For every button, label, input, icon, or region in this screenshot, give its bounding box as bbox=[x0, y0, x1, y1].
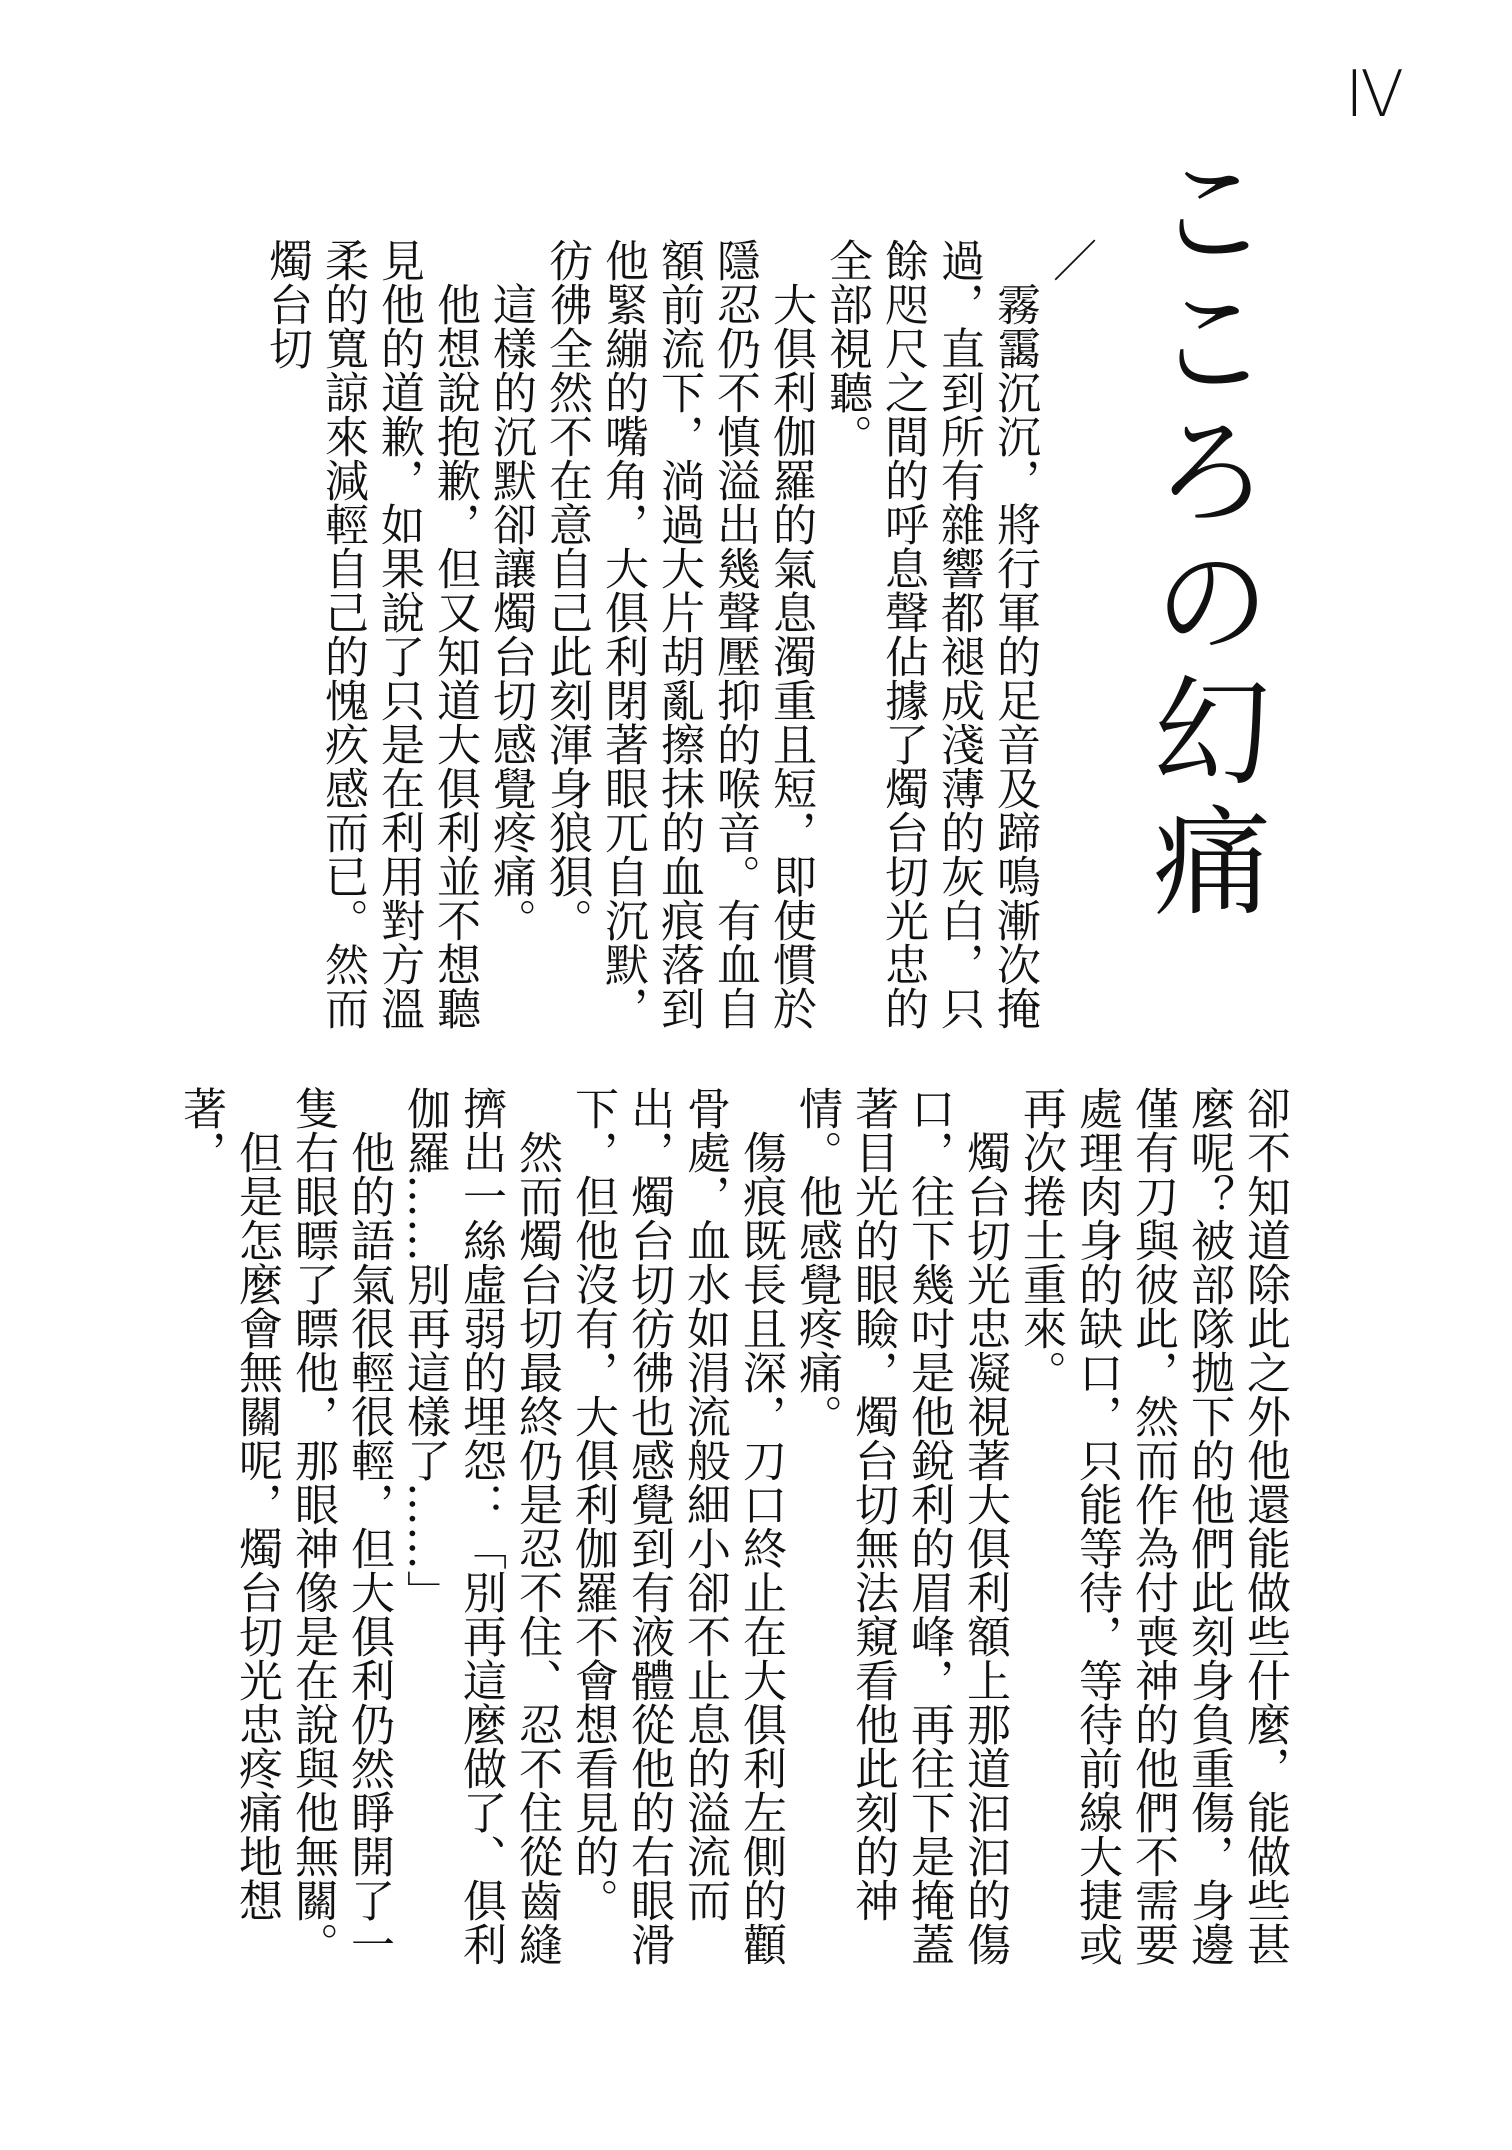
paragraph: 大俱利伽羅的氣息濁重且短，即使慣於隱忍仍不慎溢出幾聲壓抑的喉音。有血自額前流下，淌過大片胡亂擦抹的血痕落到他緊繃的嘴角，大俱利閉著眼兀自沉默，彷彿全然不在意自己此刻渾身狼狽。 bbox=[541, 238, 816, 1030]
paragraph: 這樣的沉默卻讓燭台切感覺疼痛。 bbox=[485, 282, 536, 942]
paragraph: 燭台切光忠凝視著大俱利額上那道汩汩的傷口，往下幾吋是他銳利的眉峰，再往下是掩蓋著目光的眼瞼，燭台切無法窺看他此刻的神情。他感覺疼痛。 bbox=[791, 1086, 1010, 1966]
lower-text-block bbox=[172, 1086, 1292, 1991]
paragraph: 傷痕既長且深，刀口終止在大俱利左側的顴骨處，血水如涓流般細小卻不止息的溢流而出，燭台切彷彿也感覺到有液體從他的右眼滑下，但他沒有，大俱利伽羅不會想看見的。 bbox=[567, 1086, 786, 1966]
continued-paragraph: 卻不知道除此之外他還能做些什麼，能做些甚麼呢？被部隊拋下的他們此刻身負重傷，身邊僅有刀與彼此，然而作為付喪神的他們不需要處理肉身的缺口，只能等待，等待前線大捷或再次捲土重來。 bbox=[1015, 1086, 1290, 1966]
paragraph: 他的語氣很輕很輕，但大俱利仍然睜開了一隻右眼瞟了瞟他，那眼神像是在說與他無關。 bbox=[287, 1086, 394, 1966]
paragraph: 霧靄沉沉，將行軍的足音及蹄鳴漸次掩過，直到所有雜響都褪成淺薄的灰白，只餘咫尺之間的呼息聲佔據了燭台切光忠的全部視聽。 bbox=[821, 238, 1040, 1030]
chapter-number: Ⅳ bbox=[1344, 58, 1410, 132]
upper-text-block bbox=[258, 238, 1098, 1058]
paragraph: 他想說抱歉，但又知道大俱利並不想聽見他的道歉，如果說了只是在利用對方溫柔的寬諒來減輕自己的愧疚感而已。然而燭台切 bbox=[261, 238, 480, 1030]
scene-break-mark: ／ bbox=[1045, 238, 1096, 282]
chapter-title: こころの幻痛 bbox=[1133, 150, 1271, 930]
paragraph: 然而燭台切最終仍是忍不住、忍不住從齒縫擠出一絲虛弱的埋怨：「別再這麼做了、俱利伽羅……別再這樣了……」 bbox=[399, 1086, 562, 1966]
paragraph: 但是怎麼會無關呢，燭台切光忠疼痛地想著， bbox=[175, 1086, 282, 1922]
